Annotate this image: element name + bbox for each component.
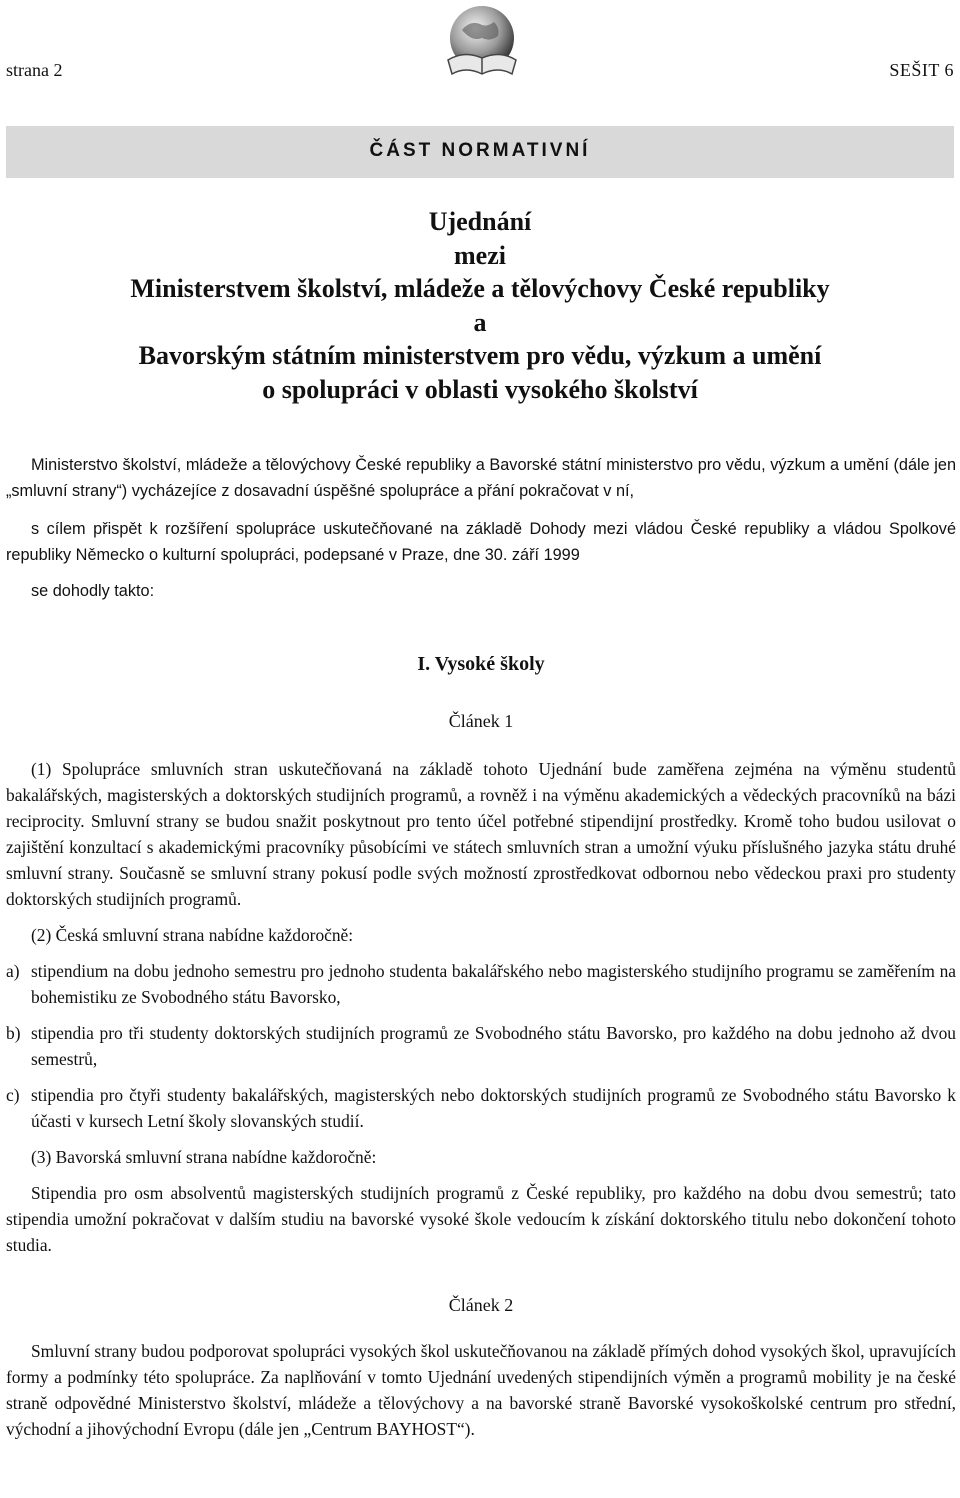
- list-item: [6, 958, 956, 1010]
- preamble-paragraph-3: se dohodly takto:: [31, 582, 155, 600]
- list-text: stipendia pro čtyři studenty bakalářských, magisterských nebo doktorských studijních programů ze Svobodného státu Bavorsko k účasti v kursech Letní školy slovanských studií.: [31, 1085, 956, 1131]
- preamble-paragraph-2: s cílem přispět k rozšíření spolupráce uskutečňované na základě Dohody mezi vládou České republiky a vládou Spolkové republiky Německo o kulturní spolupráci, podepsané v Praze, dne 30. září 1999: [6, 520, 956, 564]
- title-line-5: Bavorským státním ministerstvem pro vědu, výzkum a umění: [138, 341, 822, 370]
- title-line-3: Ministerstvem školství, mládeže a tělovýchovy České republiky: [130, 274, 830, 303]
- globe-book-logo-icon: [440, 2, 522, 84]
- article-2-heading: Článek 2: [448, 1295, 514, 1315]
- section-banner: [6, 126, 954, 178]
- article-1-paragraph-2: (2) Česká smluvní strana nabídne každoročně:: [31, 925, 354, 945]
- title-line-2: mezi: [454, 240, 506, 270]
- list-text: stipendia pro tři studenty doktorských studijních programů ze Svobodného státu Bavorsko, pro každého na dobu jednoho až dvou semestrů,: [31, 1023, 956, 1069]
- section-heading: I. Vysoké školy: [417, 653, 545, 675]
- page-header-left: strana 2: [6, 60, 63, 80]
- document-body: [6, 452, 956, 1442]
- title-line-1: Ujednání: [428, 207, 532, 236]
- title-line-4: a: [473, 307, 487, 337]
- article-2-paragraph-1: Smluvní strany budou podporovat spolupráci vysokých škol uskutečňovanou na základě přímých dohod vysokých škol, upravujících formy a podmínky této spolupráce. Za naplňování v tomto Ujednání uvedených stipendijních výměn a programů mobility je na české straně odpovědné Ministerstvo školství, mládeže a tělovýchovy a na bavorské straně Bavorské vysokoškolské centrum pro střední, východní a jihovýchodní Evropu (dále jen „Centrum BAYHOST“).: [6, 1341, 956, 1439]
- document-title: [0, 205, 960, 406]
- list-text: stipendium na dobu jednoho semestru pro jednoho studenta bakalářského nebo magisterského studijního programu se zaměřením na bohemistiku ze Svobodného státu Bavorsko,: [31, 961, 956, 1007]
- article-1-heading: Článek 1: [448, 711, 514, 731]
- preamble-paragraph-1: Ministerstvo školství, mládeže a tělovýchovy České republiky a Bavorské státní ministerstvo pro vědu, výzkum a umění (dále jen „smluvní strany“) vycházejíce z dosavadní úspěšné spolupráce a přání pokračovat v ní,: [6, 456, 956, 500]
- article-1-paragraph-1: (1) Spolupráce smluvních stran uskutečňovaná na základě tohoto Ujednání bude zaměřena zejména na výměnu studentů bakalářských, magisterských a doktorských studijních programů, a rovněž i na výměnu akademických a vědeckých pracovníků na bázi reciprocity. Smluvní strany se budou snažit poskytnout pro tento účel potřebné stipendijní prostředky. Kromě toho budou usilovat o zajištění konzultací s akademickými pracovníky působícími ve státech smluvních stran a umožní výuku příslušného jazyka státu druhé smluvní strany. Současně se smluvní strany pokusí podle svých možností zprostředkovat odbornou nebo vědeckou praxi pro studenty doktorských studijních programů.: [6, 759, 956, 909]
- list-marker: c): [6, 1085, 20, 1105]
- list-marker: a): [6, 961, 20, 981]
- page-header-right: SEŠIT 6: [889, 60, 954, 80]
- banner-title: ČÁST NORMATIVNÍ: [369, 140, 591, 161]
- article-1-paragraph-4: Stipendia pro osm absolventů magisterských studijních programů z České republiky, pro každého na dobu dvou semestrů; tato stipendia umožní pokračovat v dalším studiu na bavorské vysoké škole vedoucím k získání doktorského titulu nebo dokončení tohoto studia.: [6, 1183, 956, 1255]
- list-item: [6, 1020, 956, 1072]
- title-line-6: o spolupráci v oblasti vysokého školství: [262, 374, 698, 404]
- list-marker: b): [6, 1023, 21, 1043]
- article-1-paragraph-3: (3) Bavorská smluvní strana nabídne každoročně:: [31, 1147, 377, 1167]
- list-item: [6, 1082, 956, 1134]
